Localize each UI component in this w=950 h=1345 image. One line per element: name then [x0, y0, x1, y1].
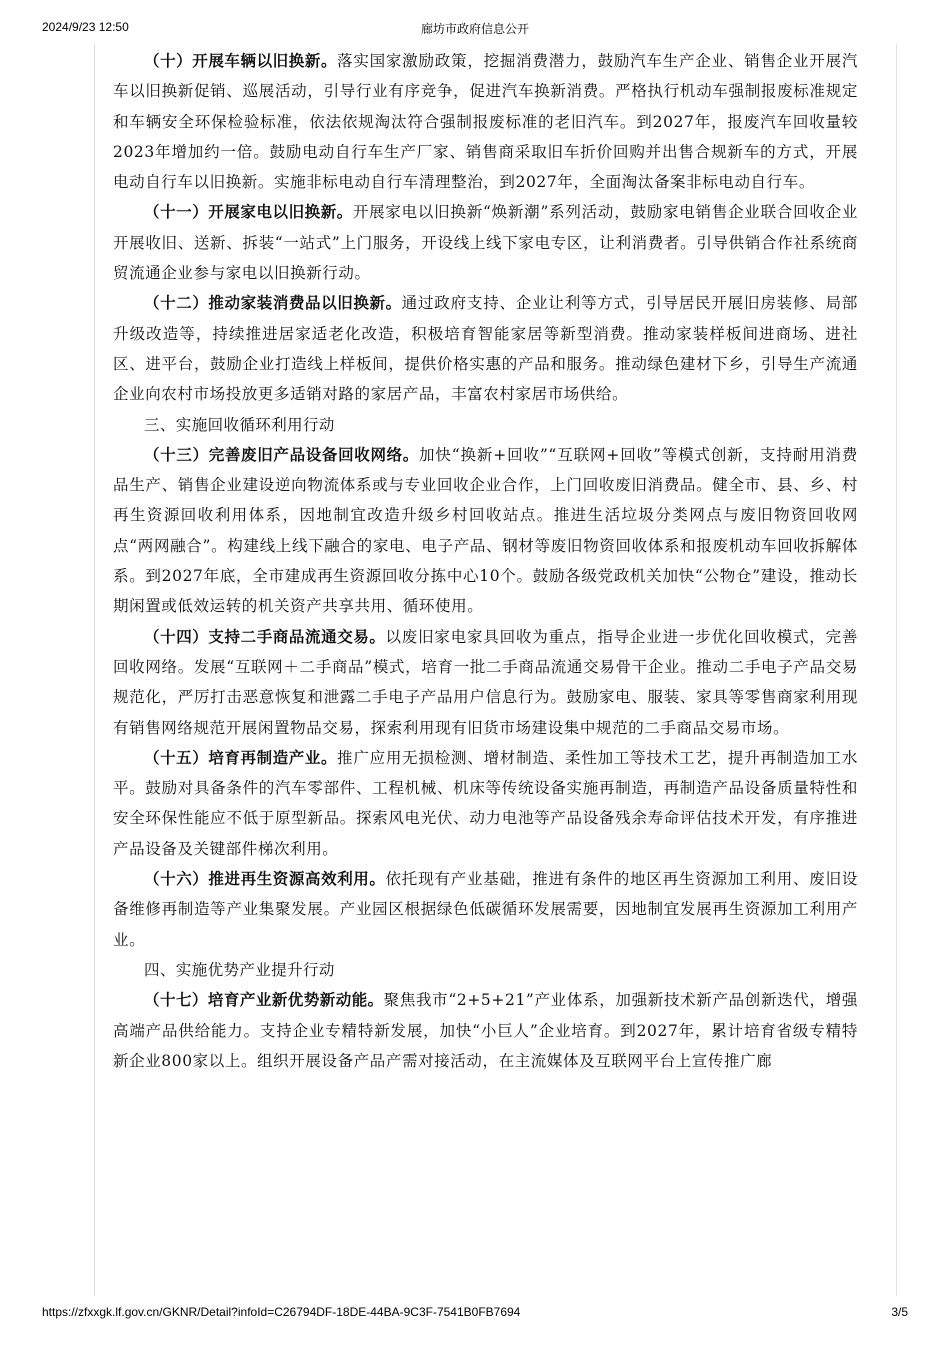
paragraph-13 [113, 440, 858, 622]
paragraph-text: 落实国家激励政策，挖掘消费潜力，鼓励汽车生产企业、销售企业开展汽车以旧换新促销、巡展活动，引导行业有序竞争，促进汽车换新消费。严格执行机动车强制报废标准规定和车辆安全环保检验标准，依法依规淘汰符合强制报废标准的老旧汽车。到2027年，报废汽车回收量较2023年增加约一倍。鼓励电动自行车生产厂家、销售商采取旧车折价回购并出售合规新车的方式，开展电动自行车以旧换新。实施非标电动自行车清理整治，到2027年，全面淘汰备案非标电动自行车。 [113, 52, 858, 192]
paragraph-text: 依托现有产业基础，推进有条件的地区再生资源加工利用、废旧设备维修再制造等产业集聚发展。产业园区根据绿色低碳循环发展需要，因地制宜发展再生资源加工利用产业。 [113, 870, 858, 949]
page-frame-left-border [94, 44, 95, 1296]
section-heading-3: 三、实施回收循环利用行动 [144, 415, 335, 434]
paragraph-11 [113, 197, 858, 288]
paragraph-17 [113, 985, 858, 1076]
paragraph-heading: （十）开展车辆以旧换新。 [144, 52, 338, 70]
section-heading-4: 四、实施优势产业提升行动 [144, 960, 335, 979]
paragraph-15 [113, 743, 858, 864]
page-frame-right-border [896, 44, 897, 1296]
paragraph-heading: （十四）支持二手商品流通交易。 [144, 627, 386, 646]
paragraph-text: 推广应用无损检测、增材制造、柔性加工等技术工艺，提升再制造加工水平。鼓励对具备条件的汽车零部件、工程机械、机床等传统设备实施再制造，再制造产品设备质量特性和安全环保性能应不低于原型新品。探索风电光伏、动力电池等产品设备残余寿命评估技术开发，有序推进产品设备及关键部件梯次利用。 [113, 748, 858, 858]
paragraph-text: 加快“换新+回收”“互联网+回收”等模式创新，支持耐用消费品生产、销售企业建设逆向物流体系或与专业回收企业合作，上门回收废旧消费品。健全市、县、乡、村再生资源回收利用体系，因地制宜改造升级乡村回收站点。推进生活垃圾分类网点与废旧物资回收网点“两网融合”。构建线上线下融合的家电、电子产品、钢材等废旧物资回收体系和报废机动车回收拆解体系。到2027年底，全市建成再生资源回收分拣中心10个。鼓励各级党政机关加快“公物仓”建设，推动长期闲置或低效运转的机关资产共享共用、循环使用。 [113, 445, 858, 616]
paragraph-heading: （十一）开展家电以旧换新。 [144, 203, 353, 222]
site-title: 廊坊市政府信息公开 [420, 22, 529, 36]
paragraph-text: 通过政府支持、企业让利等方式，引导居民开展旧房装修、局部升级改造等，持续推进居家适老化改造，积极培育智能家居等新型消费。推动家装样板间进商场、进社区、进平台，鼓励企业打造线上样板间，提供价格实惠的产品和服务。推动绿色建材下乡，引导生产流通企业向农村市场投放更多适销对路的家居产品，丰富农村家居市场供给。 [113, 294, 858, 404]
document-body [113, 46, 858, 1076]
print-footer [0, 1305, 950, 1323]
paragraph-text: 聚焦我市“2+5+21”产业体系，加强新技术新产品创新迭代，增强高端产品供给能力。支持企业专精特新发展，加快“小巨人”企业培育。到2027年，累计培育省级专精特新企业800家以上。组织开展设备产品产需对接活动，在主流媒体及互联网平台上宣传推广廊 [113, 991, 858, 1070]
paragraph-heading: （十三）完善废旧产品设备回收网络。 [144, 445, 419, 464]
paragraph-heading: （十六）推进再生资源高效利用。 [144, 870, 386, 889]
paragraph-text: 以废旧家电家具回收为重点，指导企业进一步优化回收模式，完善回收网络。发展“互联网＋二手商品”模式，培育一批二手商品流通交易骨干企业。推动二手电子产品交易规范化，严厉打击恶意恢复和泄露二手电子产品用户信息行为。鼓励家电、服装、家具等零售商家利用现有销售网络规范开展闲置物品交易，探索利用现有旧货市场建设集中规范的二手商品交易市场。 [113, 627, 858, 737]
paragraph-10 [113, 46, 858, 197]
page-url: https://zfxxgk.lf.gov.cn/GKNR/Detail?infoId=C26794DF-18DE-44BA-9C3F-7541B0FB7694 [42, 1305, 521, 1319]
paragraph-12 [113, 288, 858, 409]
print-header [0, 20, 950, 38]
print-timestamp: 2024/9/23 12:50 [42, 20, 129, 34]
paragraph-14 [113, 622, 858, 743]
paragraph-16 [113, 864, 858, 955]
paragraph-text: 开展家电以旧换新“焕新潮”系列活动，鼓励家电销售企业联合回收企业开展收旧、送新、拆装“一站式”上门服务，开设线上线下家电专区，让利消费者。引导供销合作社系统商贸流通企业参与家电以旧换新行动。 [113, 203, 858, 283]
paragraph-heading: （十二）推动家装消费品以旧换新。 [144, 294, 402, 313]
paragraph-heading: （十七）培育产业新优势新动能。 [144, 991, 384, 1010]
paragraph-heading: （十五）培育再制造产业。 [144, 748, 338, 767]
page-number: 3/5 [891, 1305, 908, 1319]
